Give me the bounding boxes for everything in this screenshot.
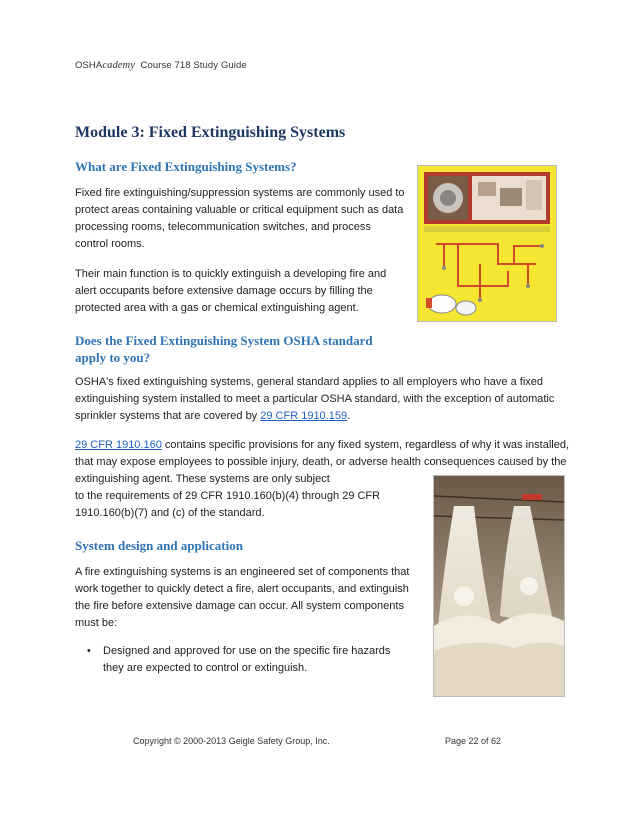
text-requirements-line-2: 1910.160(b)(7) and (c) of the standard. <box>75 507 265 519</box>
bullet-text: Designed and approved for use on the specific fire hazards they are expected to control or extinguish. <box>103 645 391 674</box>
header-brand-italic: cademy <box>102 60 135 71</box>
foam-discharge-photo <box>433 475 565 697</box>
section-heading-system-design: System design and application <box>75 538 243 553</box>
module-title: Module 3: Fixed Extinguishing Systems <box>75 124 346 141</box>
header-course: Course 718 Study Guide <box>140 60 247 71</box>
page-header <box>75 60 247 71</box>
footer-page-number: Page 22 of 62 <box>445 736 502 746</box>
link-29cfr-1910-159[interactable]: 29 CFR 1910.159 <box>260 410 348 422</box>
footer-copyright: Copyright © 2000-2013 Geigle Safety Group, Inc. <box>133 736 330 746</box>
text-period: . <box>347 410 351 422</box>
heading-line-1: Does the Fixed Extinguishing System OSHA standard <box>75 333 373 348</box>
section-heading-what-are: What are Fixed Extinguishing Systems? <box>75 159 297 174</box>
bullet-item-designed-approved <box>75 643 405 677</box>
text-specific-provisions: contains specific provisions for any fixed system, regardless of why it was installed, that may expose employees to possible injury, death, or adverse health consequences caused by the extinguishing agent. These systems are only subject <box>75 439 570 485</box>
fixed-system-illustration <box>417 165 557 322</box>
paragraph-intro: Fixed fire extinguishing/suppression systems are commonly used to protect areas containing valuable or critical equipment such as data processing rooms, telecommunication switches, and process control rooms. <box>75 187 405 250</box>
text-requirements-line-1: to the requirements of 29 CFR 1910.160(b)(4) through 29 CFR <box>75 490 381 502</box>
link-29cfr-1910-160[interactable]: 29 CFR 1910.160 <box>75 439 162 451</box>
header-brand: OSHA <box>75 60 103 71</box>
paragraph-system-design: A fire extinguishing systems is an engineered set of components that work together to quickly detect a fire, alert occupants, and extinguish the fire before extensive damage can occur. All system components must be: <box>75 566 410 629</box>
heading-line-2: apply to you? <box>75 350 151 365</box>
section-heading-does-apply <box>75 332 415 366</box>
illustration-graphic <box>418 166 556 321</box>
text-standard-applies: OSHA's fixed extinguishing systems, general standard applies to all employers who have a fixed extinguishing system installed to meet a particular OSHA standard, with the exception of automatic sprinkler systems that are covered by <box>75 376 555 422</box>
photo-graphic <box>434 476 564 696</box>
paragraph-function: Their main function is to quickly extinguish a developing fire and alert occupants before extensive damage occurs by filling the protected area with a gas or chemical extinguishing agent. <box>75 268 387 314</box>
bullet-dot-icon: • <box>87 645 91 657</box>
paragraph-standard-applies <box>75 374 570 425</box>
